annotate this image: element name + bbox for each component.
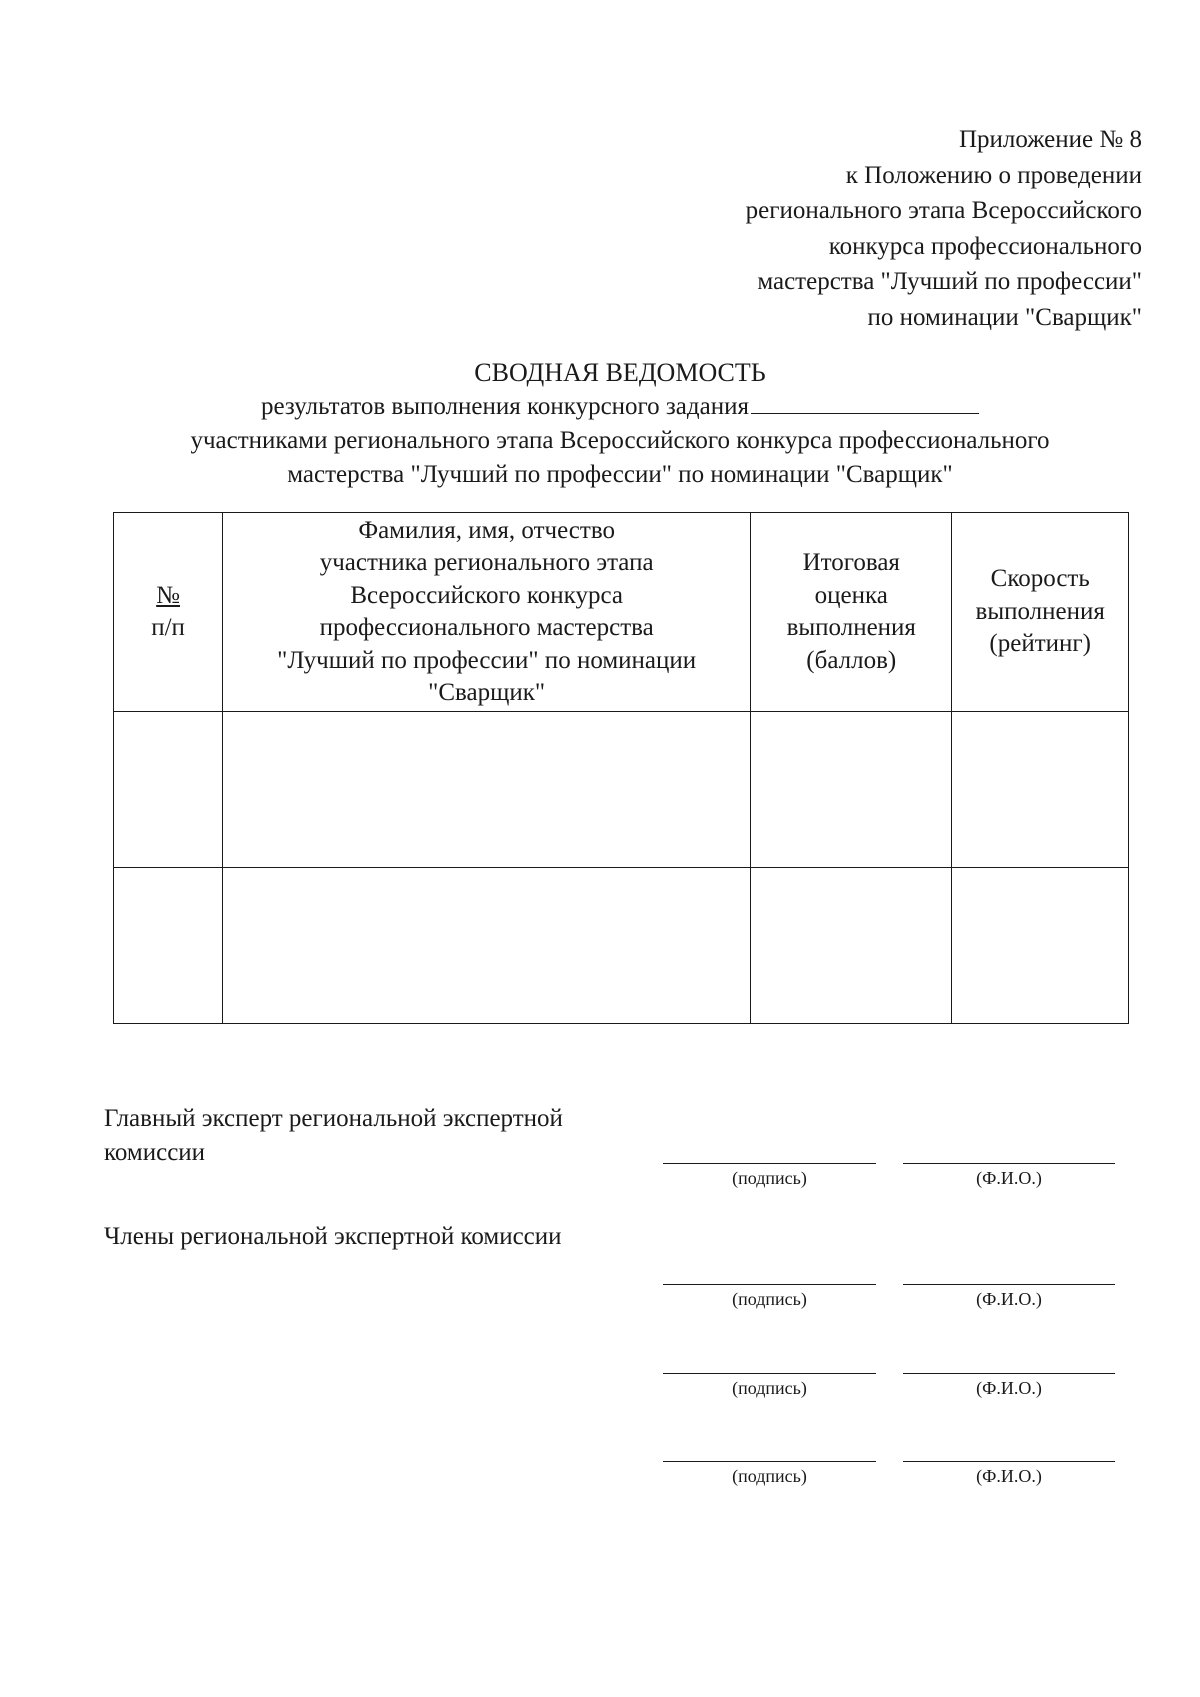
subtitle-text: результатов выполнения конкурсного задания <box>261 393 749 420</box>
subtitle-line-3: мастерства "Лучший по профессии" по номинации "Сварщик" <box>287 461 953 488</box>
header-text-line: профессионального мастерства <box>319 614 654 641</box>
name-caption: (Ф.И.О.) <box>976 1289 1042 1309</box>
appendix-header <box>502 122 1142 335</box>
cell-full-name[interactable] <box>223 868 751 1024</box>
task-blank-line[interactable] <box>751 391 979 414</box>
signature-caption: (подпись) <box>732 1289 807 1309</box>
subtitle-line-1 <box>100 390 1140 424</box>
signature-caption: (подпись) <box>732 1168 807 1188</box>
document-title: СВОДНАЯ ВЕДОМОСТЬ <box>474 358 766 387</box>
members-label: Члены региональной экспертной комиссии <box>104 1223 562 1250</box>
header-text-line: (рейтинг) <box>989 630 1091 658</box>
results-table <box>113 512 1129 1024</box>
cell-number[interactable] <box>114 712 223 868</box>
header-number <box>114 513 223 712</box>
cell-speed-rating[interactable] <box>952 712 1129 868</box>
header-text-line: "Лучший по профессии" по номинации <box>277 646 697 674</box>
header-speed-rating <box>952 513 1129 712</box>
header-text-line: Фамилия, имя, отчество <box>358 516 615 544</box>
document-title-block <box>100 356 1140 492</box>
header-text-line: "Сварщик" <box>428 679 546 706</box>
cell-number[interactable] <box>114 868 223 1024</box>
name-caption: (Ф.И.О.) <box>976 1466 1042 1486</box>
header-text-line: Скорость <box>990 565 1090 593</box>
member-name-line[interactable] <box>903 1461 1115 1462</box>
cell-final-score[interactable] <box>751 868 952 1024</box>
header-text-line: выполнения <box>975 597 1105 625</box>
header-text-line: Итоговая <box>802 549 900 576</box>
header-text-line: оценка <box>814 581 888 609</box>
name-caption: (Ф.И.О.) <box>976 1378 1042 1398</box>
appendix-line: по номинации "Сварщик" <box>867 303 1142 331</box>
chief-signature-line[interactable] <box>663 1163 876 1164</box>
name-caption: (Ф.И.О.) <box>976 1168 1042 1188</box>
cell-full-name[interactable] <box>223 712 751 868</box>
chief-name-line[interactable] <box>903 1163 1115 1164</box>
member-name-line[interactable] <box>903 1284 1115 1285</box>
table-row <box>114 712 1129 868</box>
table-row <box>114 868 1129 1024</box>
member-signature-line[interactable] <box>663 1284 876 1285</box>
table-header-row <box>114 513 1129 712</box>
header-text-line: выполнения <box>786 614 916 641</box>
chief-expert-label <box>104 1102 563 1170</box>
subtitle-line-2: участниками регионального этапа Всероссийского конкурса профессионального <box>190 427 1050 454</box>
chief-expert-line-1: Главный эксперт региональной экспертной <box>104 1105 563 1132</box>
header-text-line: (баллов) <box>806 646 897 674</box>
header-text-line: участника регионального этапа <box>319 549 654 576</box>
appendix-line: Приложение № 8 <box>958 126 1142 153</box>
member-signature-line[interactable] <box>663 1461 876 1462</box>
number-sub: п/п <box>151 614 185 641</box>
cell-speed-rating[interactable] <box>952 868 1129 1024</box>
appendix-line: регионального этапа Всероссийского <box>745 197 1142 224</box>
member-name-line[interactable] <box>903 1373 1115 1374</box>
appendix-line: к Положению о проведении <box>845 161 1142 189</box>
signature-caption: (подпись) <box>732 1466 807 1486</box>
member-signature-line[interactable] <box>663 1373 876 1374</box>
header-text-line: Всероссийского конкурса <box>350 581 623 609</box>
signature-caption: (подпись) <box>732 1378 807 1398</box>
header-final-score <box>751 513 952 712</box>
cell-final-score[interactable] <box>751 712 952 868</box>
appendix-line: мастерства "Лучший по профессии" <box>757 268 1142 295</box>
number-sign: № <box>156 581 181 609</box>
chief-expert-line-2: комиссии <box>104 1139 206 1166</box>
header-full-name <box>223 513 751 712</box>
appendix-line: конкурса профессионального <box>828 232 1142 260</box>
